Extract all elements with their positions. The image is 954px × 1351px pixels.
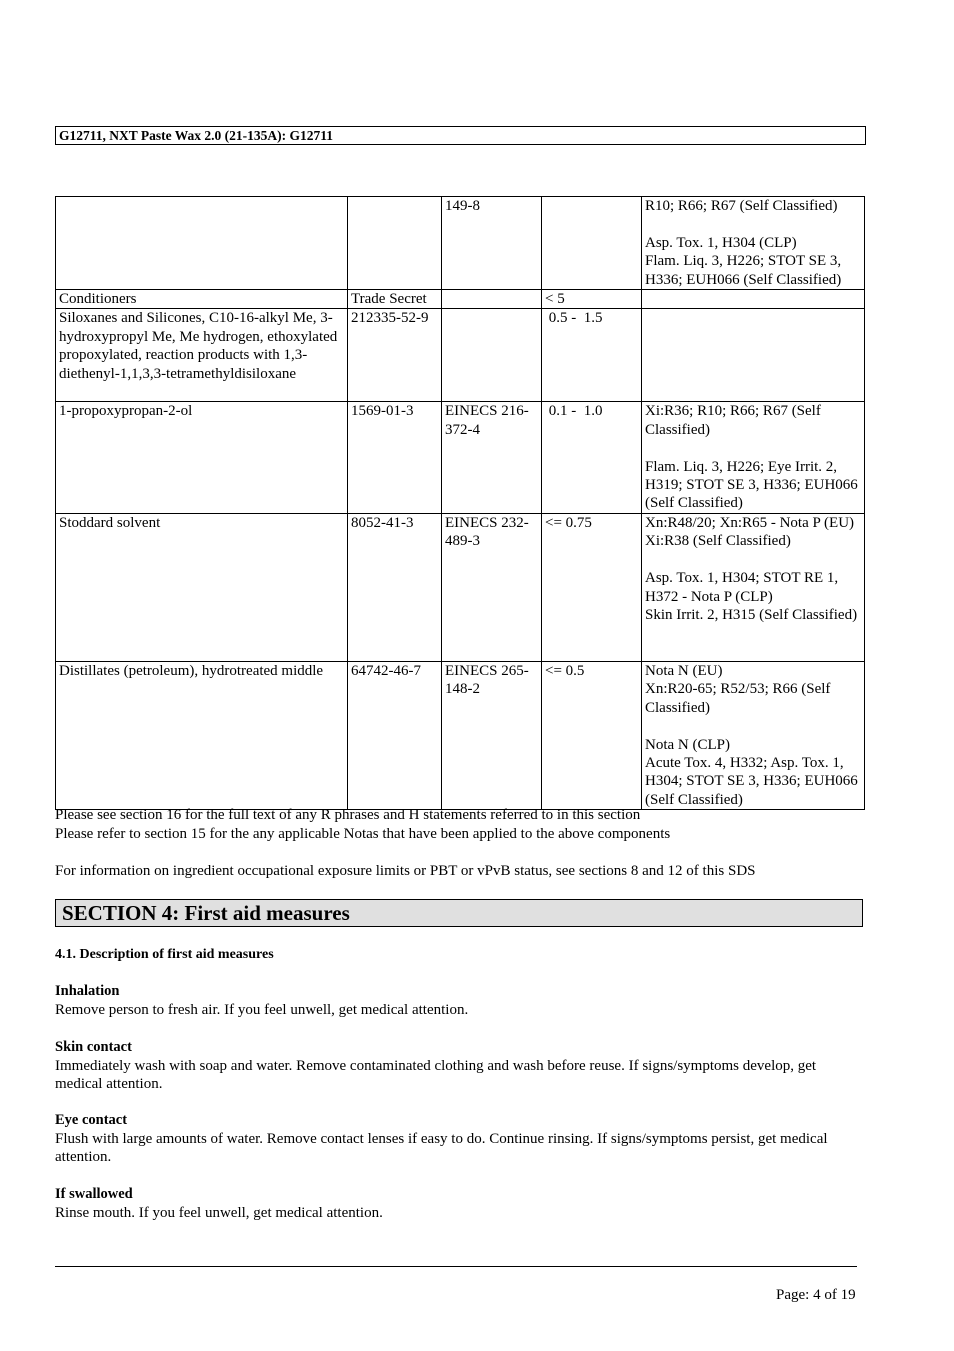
section-title: SECTION 4: First aid measures [62, 901, 350, 925]
percent-by-weight: <= 0.75 [542, 513, 642, 661]
skin-contact-text: Immediately wash with soap and water. Remove contaminated clothing and wash before reuse. If signs/symptoms develop, get medical attention. [55, 1057, 817, 1092]
ec-number [442, 309, 542, 402]
percent-by-weight: 0.1 - 1.0 [542, 402, 642, 513]
if-swallowed-heading: If swallowed [55, 1186, 133, 1202]
cas-number: 212335-52-9 [348, 309, 442, 402]
percent-by-weight [542, 197, 642, 290]
ec-number: 149-8 [442, 197, 542, 290]
cas-number: Trade Secret [348, 290, 442, 309]
product-title: G12711, NXT Paste Wax 2.0 (21-135A): G12711 [59, 128, 334, 143]
note-exposure-limits: For information on ingredient occupational exposure limits or PBT or vPvB status, see sections 8 and 12 of this SDS [55, 862, 756, 879]
inhalation-heading: Inhalation [55, 983, 120, 999]
ec-number: EINECS 216-372-4 [442, 402, 542, 513]
inhalation-text: Remove person to fresh air. If you feel unwell, get medical attention. [55, 1001, 469, 1018]
classification: Xn:R48/20; Xn:R65 - Nota P (EU) Xi:R38 (Self Classified) Asp. Tox. 1, H304; STOT RE 1, H372 - Nota P (CLP) Skin Irrit. 2, H315 (Self Classified) [642, 513, 865, 661]
page-number: Page: 4 of 19 [776, 1287, 856, 1303]
table-row [56, 402, 865, 513]
note-notas: Please refer to section 15 for the any applicable Notas that have been applied to the above components [55, 825, 671, 842]
ingredient-name: Conditioners [56, 290, 348, 309]
table-row [56, 290, 865, 309]
footer-divider [55, 1266, 857, 1267]
cas-number: 64742-46-7 [348, 661, 442, 809]
table-row [56, 513, 865, 661]
inhalation-block [55, 982, 865, 1019]
ec-number: EINECS 265-148-2 [442, 661, 542, 809]
ingredient-name [56, 197, 348, 290]
table-row [56, 661, 865, 809]
classification [642, 309, 865, 402]
classification [642, 290, 865, 309]
ec-number [442, 290, 542, 309]
ingredient-name: Distillates (petroleum), hydrotreated middle [56, 661, 348, 809]
classification: Xi:R36; R10; R66; R67 (Self Classified) Flam. Liq. 3, H226; Eye Irrit. 2, H319; STOT SE 3, H336; EUH066 (Self Classified) [642, 402, 865, 513]
skin-contact-block [55, 1038, 865, 1094]
table-row [56, 197, 865, 290]
table-notes [55, 806, 875, 880]
if-swallowed-text: Rinse mouth. If you feel unwell, get medical attention. [55, 1204, 383, 1221]
percent-by-weight: <= 0.5 [542, 661, 642, 809]
percent-by-weight: 0.5 - 1.5 [542, 309, 642, 402]
eye-contact-text: Flush with large amounts of water. Remove contact lenses if easy to do. Continue rinsing. If signs/symptoms persist, get medical attention. [55, 1130, 828, 1165]
classification: Nota N (EU) Xn:R20-65; R52/53; R66 (Self Classified) Nota N (CLP) Acute Tox. 4, H332; Asp. Tox. 1, H304; STOT SE 3, H336; EUH066 (Self Classified) [642, 661, 865, 809]
cas-number: 8052-41-3 [348, 513, 442, 661]
table-row [56, 309, 865, 402]
classification: R10; R66; R67 (Self Classified) Asp. Tox. 1, H304 (CLP) Flam. Liq. 3, H226; STOT SE 3, H336; EUH066 (Self Classified) [642, 197, 865, 290]
if-swallowed-block [55, 1185, 865, 1222]
note-r-phrases: Please see section 16 for the full text of any R phrases and H statements referred to in this section [55, 807, 641, 823]
ingredient-name: Siloxanes and Silicones, C10-16-alkyl Me, 3-hydroxypropyl Me, Me hydrogen, ethoxylated propoxylated, reaction products with 1,3-diethenyl-1,1,3,3-tetramethyldisiloxane [56, 309, 348, 402]
composition-table [55, 196, 865, 810]
subsection-title: 4.1. Description of first aid measures [55, 947, 274, 962]
percent-by-weight: < 5 [542, 290, 642, 309]
cas-number: 1569-01-3 [348, 402, 442, 513]
cas-number [348, 197, 442, 290]
eye-contact-block [55, 1111, 865, 1167]
eye-contact-heading: Eye contact [55, 1112, 128, 1128]
ec-number: EINECS 232-489-3 [442, 513, 542, 661]
ingredient-name: Stoddard solvent [56, 513, 348, 661]
document-header [55, 126, 866, 145]
ingredient-name: 1-propoxypropan-2-ol [56, 402, 348, 513]
section-4-heading [55, 899, 863, 927]
skin-contact-heading: Skin contact [55, 1039, 132, 1055]
